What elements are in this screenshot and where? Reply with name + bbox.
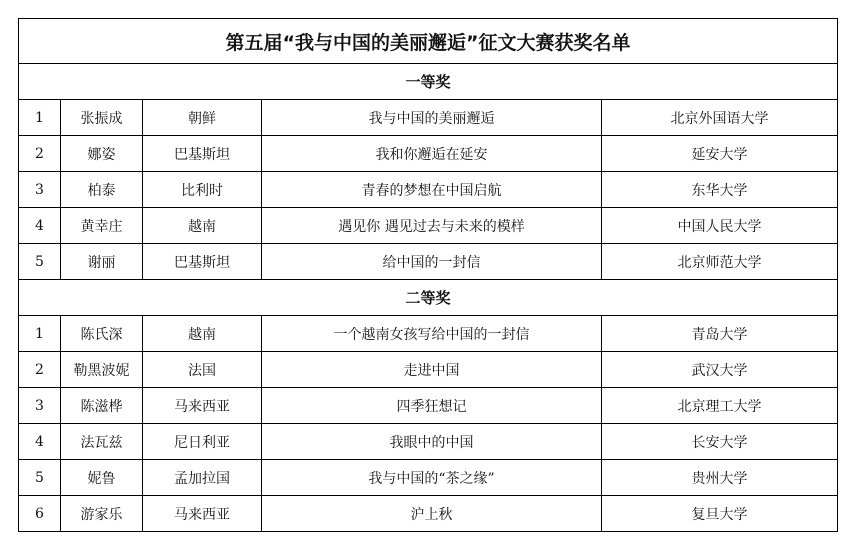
- section-heading-row: [19, 64, 838, 100]
- university-cell: 青岛大学: [602, 316, 838, 352]
- awards-table-body: [19, 19, 838, 532]
- country-cell: 孟加拉国: [143, 460, 262, 496]
- winner-name-cell: 黄幸庄: [61, 208, 143, 244]
- table-row: [19, 352, 838, 388]
- winner-name-cell: 法瓦兹: [61, 424, 143, 460]
- essay-title-cell: 我与中国的“茶之缘”: [262, 460, 602, 496]
- university-cell: 长安大学: [602, 424, 838, 460]
- winner-name-cell: 游家乐: [61, 496, 143, 532]
- winner-name-cell: 妮鲁: [61, 460, 143, 496]
- winner-name-cell: 勒黑波妮: [61, 352, 143, 388]
- essay-title-cell: 给中国的一封信: [262, 244, 602, 280]
- university-cell: 中国人民大学: [602, 208, 838, 244]
- table-row: [19, 496, 838, 532]
- winner-name-cell: 张振成: [61, 100, 143, 136]
- table-row: [19, 388, 838, 424]
- winner-name-cell: 柏泰: [61, 172, 143, 208]
- row-number-cell: 4: [19, 208, 61, 244]
- essay-title-cell: 我眼中的中国: [262, 424, 602, 460]
- section-heading: 二等奖: [19, 280, 838, 316]
- university-cell: 延安大学: [602, 136, 838, 172]
- university-cell: 北京理工大学: [602, 388, 838, 424]
- awards-table: [18, 18, 838, 532]
- table-row: [19, 244, 838, 280]
- essay-title-cell: 我与中国的美丽邂逅: [262, 100, 602, 136]
- row-number-cell: 6: [19, 496, 61, 532]
- table-row: [19, 460, 838, 496]
- table-row: [19, 136, 838, 172]
- country-cell: 越南: [143, 208, 262, 244]
- essay-title-cell: 青春的梦想在中国启航: [262, 172, 602, 208]
- university-cell: 复旦大学: [602, 496, 838, 532]
- country-cell: 尼日利亚: [143, 424, 262, 460]
- row-number-cell: 2: [19, 352, 61, 388]
- row-number-cell: 1: [19, 100, 61, 136]
- university-cell: 北京外国语大学: [602, 100, 838, 136]
- winner-name-cell: 谢丽: [61, 244, 143, 280]
- country-cell: 法国: [143, 352, 262, 388]
- table-row: [19, 424, 838, 460]
- section-heading-row: [19, 280, 838, 316]
- university-cell: 武汉大学: [602, 352, 838, 388]
- university-cell: 东华大学: [602, 172, 838, 208]
- country-cell: 马来西亚: [143, 496, 262, 532]
- winner-name-cell: 陈滋桦: [61, 388, 143, 424]
- section-heading: 一等奖: [19, 64, 838, 100]
- university-cell: 贵州大学: [602, 460, 838, 496]
- row-number-cell: 5: [19, 244, 61, 280]
- winner-name-cell: 娜姿: [61, 136, 143, 172]
- row-number-cell: 3: [19, 172, 61, 208]
- essay-title-cell: 沪上秋: [262, 496, 602, 532]
- essay-title-cell: 遇见你 遇见过去与未来的模样: [262, 208, 602, 244]
- table-row: [19, 172, 838, 208]
- winner-name-cell: 陈氏深: [61, 316, 143, 352]
- row-number-cell: 3: [19, 388, 61, 424]
- essay-title-cell: 走进中国: [262, 352, 602, 388]
- country-cell: 朝鲜: [143, 100, 262, 136]
- essay-title-cell: 我和你邂逅在延安: [262, 136, 602, 172]
- country-cell: 巴基斯坦: [143, 136, 262, 172]
- row-number-cell: 5: [19, 460, 61, 496]
- table-row: [19, 316, 838, 352]
- row-number-cell: 2: [19, 136, 61, 172]
- country-cell: 比利时: [143, 172, 262, 208]
- essay-title-cell: 四季狂想记: [262, 388, 602, 424]
- table-row: [19, 100, 838, 136]
- country-cell: 巴基斯坦: [143, 244, 262, 280]
- row-number-cell: 4: [19, 424, 61, 460]
- title-row: [19, 19, 838, 64]
- country-cell: 马来西亚: [143, 388, 262, 424]
- row-number-cell: 1: [19, 316, 61, 352]
- document-title: 第五届“我与中国的美丽邂逅”征文大赛获奖名单: [19, 19, 838, 64]
- essay-title-cell: 一个越南女孩写给中国的一封信: [262, 316, 602, 352]
- university-cell: 北京师范大学: [602, 244, 838, 280]
- table-row: [19, 208, 838, 244]
- country-cell: 越南: [143, 316, 262, 352]
